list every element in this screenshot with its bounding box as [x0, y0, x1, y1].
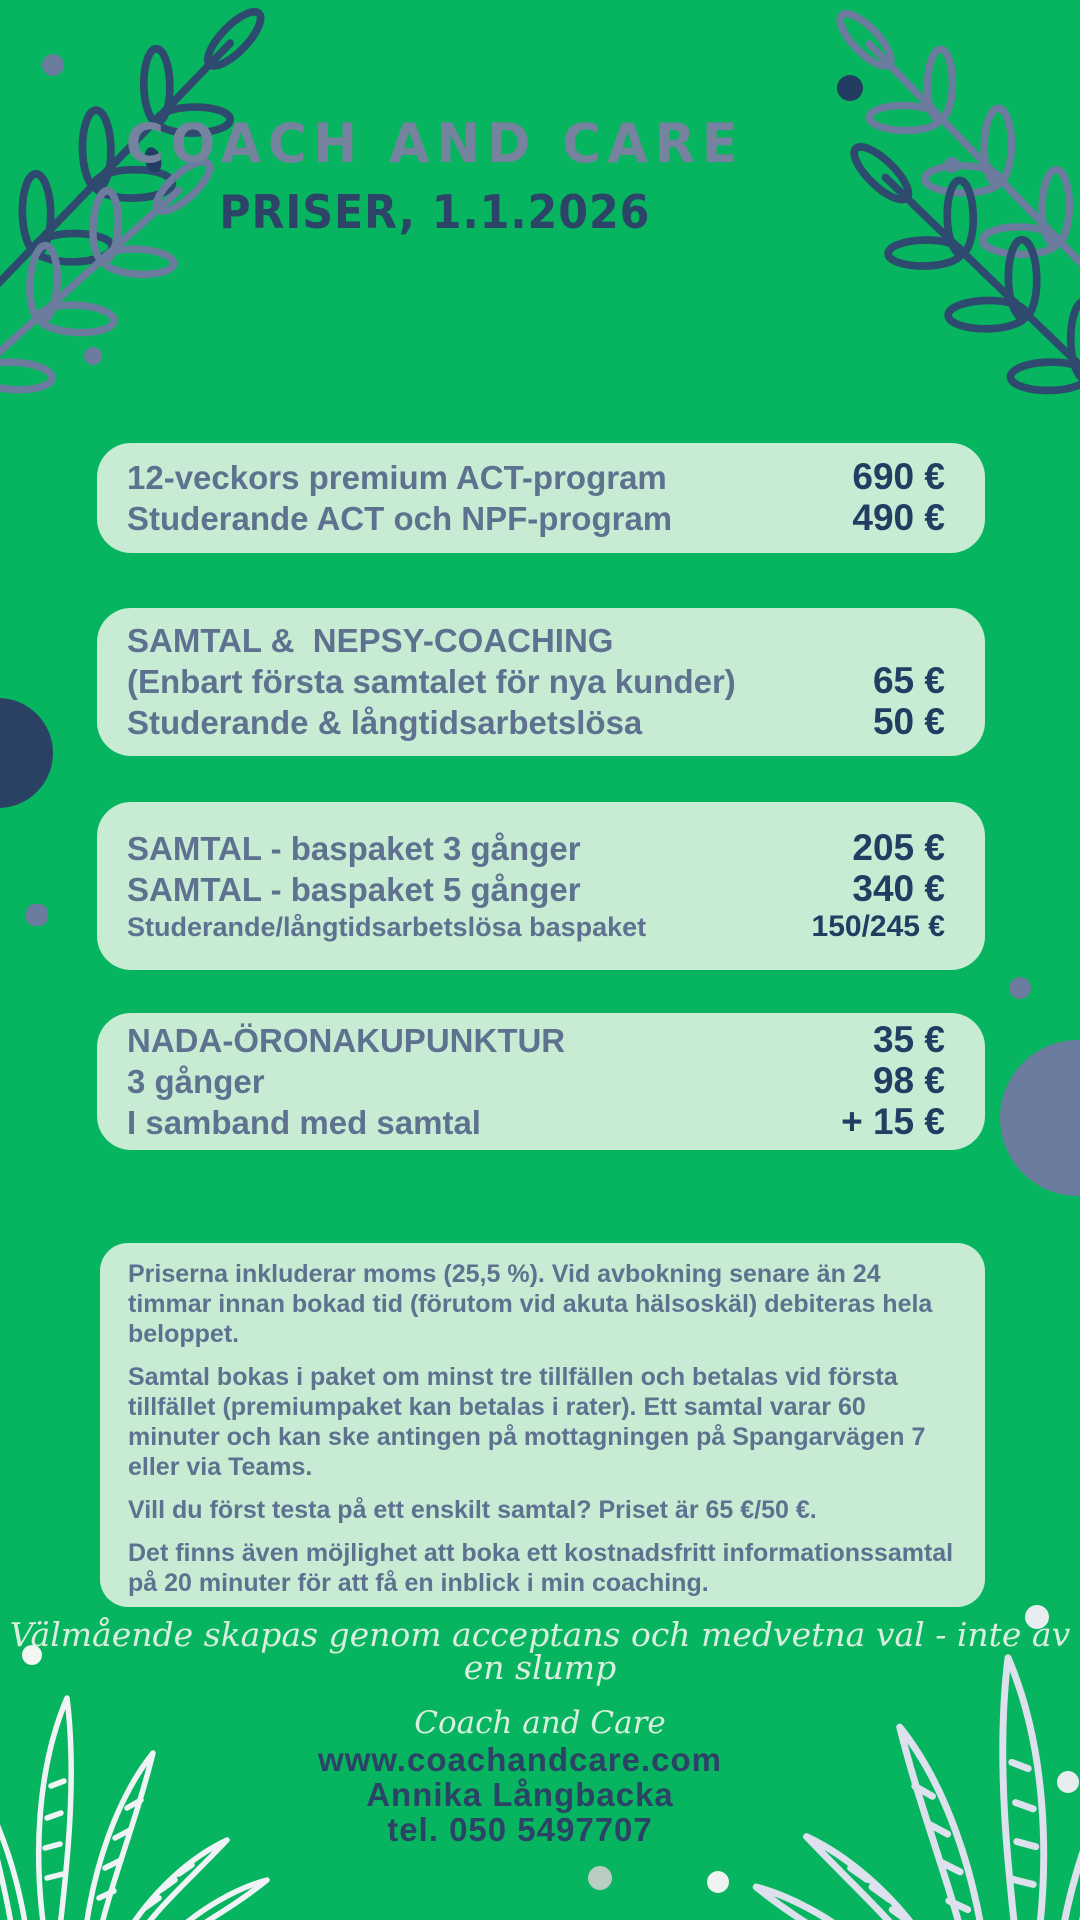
- price-row: [127, 869, 945, 910]
- contact-phone: tel. 050 5497707: [387, 1811, 653, 1848]
- price-label: I samband med samtal: [127, 1104, 481, 1141]
- price-card-samtal: [97, 608, 985, 756]
- price-value: 690 €: [852, 456, 945, 497]
- price-value: 150/245 €: [811, 910, 945, 943]
- price-label: SAMTAL - baspaket 5 gånger: [127, 871, 581, 908]
- brand-title: COACH AND CARE: [125, 112, 745, 175]
- price-row: [127, 828, 945, 869]
- website-text: www.coachandcare.com: [318, 1741, 722, 1778]
- price-label: NADA-ÖRONAKUPUNKTUR: [127, 1022, 566, 1059]
- price-value: 340 €: [852, 868, 945, 909]
- price-label: Studerande/långtidsarbetslösa baspaket: [127, 912, 647, 942]
- quote-line-1: Välmående skapas genom acceptans och medvetna val - inte av en slump: [9, 1615, 1071, 1687]
- price-label: 3 gånger: [127, 1063, 265, 1100]
- terms-card: [100, 1243, 985, 1607]
- price-value: 35 €: [872, 1019, 945, 1060]
- price-label: SAMTAL - baspaket 3 gånger: [127, 830, 581, 867]
- quote-line-2: Coach and Care: [414, 1705, 666, 1741]
- contact-name: Annika Långbacka: [366, 1776, 674, 1813]
- price-card-baspaket: [97, 802, 985, 970]
- price-row: [127, 1020, 945, 1061]
- price-row: [127, 702, 945, 743]
- price-row: [127, 498, 945, 539]
- price-label: 12-veckors premium ACT-program: [127, 459, 667, 496]
- price-row: [127, 910, 945, 944]
- price-list-title: PRISER, 1.1.2026: [219, 185, 651, 239]
- price-row: [127, 457, 945, 498]
- price-label: Studerande & långtidsarbetslösa: [127, 704, 643, 741]
- price-row: [127, 1061, 945, 1102]
- price-value: + 15 €: [841, 1101, 945, 1142]
- price-value: 205 €: [852, 827, 945, 868]
- price-label: SAMTAL & NEPSY-COACHING: [127, 622, 614, 659]
- price-row: [127, 1102, 945, 1143]
- title-block: [0, 112, 870, 239]
- price-value: 98 €: [872, 1060, 945, 1101]
- price-row: [127, 621, 945, 661]
- quote-block: [0, 1615, 1080, 1741]
- price-value: 490 €: [852, 497, 945, 538]
- price-row: [127, 661, 945, 702]
- price-card-nada: [97, 1013, 985, 1150]
- terms-paragraph: Det finns även möjlighet att boka ett kostnadsfritt informationssamtal på 20 minuter för att få en inblick i min coaching.: [128, 1539, 954, 1597]
- terms-paragraph: Samtal bokas i paket om minst tre tillfällen och betalas vid första tillfället (premiumpaket kan betalas i rater). Ett samtal varar 60 minuter och kan ske antingen på mottagningen på Spangarvägen 7 eller via Teams.: [128, 1363, 926, 1481]
- terms-paragraph: Priserna inkluderar moms (25,5 %). Vid avbokning senare än 24 timmar innan bokad tid (förutom vid akuta hälsoskäl) debiteras hela beloppet.: [128, 1260, 933, 1348]
- price-value: 50 €: [872, 701, 945, 742]
- price-label: (Enbart första samtalet för nya kunder): [127, 663, 736, 700]
- terms-paragraph: Vill du först testa på ett enskilt samtal? Priset är 65 €/50 €.: [128, 1496, 817, 1524]
- contact-block: [20, 1742, 1020, 1847]
- price-label: Studerande ACT och NPF-program: [127, 500, 673, 537]
- price-value: 65 €: [872, 660, 945, 701]
- price-card-programs: [97, 443, 985, 553]
